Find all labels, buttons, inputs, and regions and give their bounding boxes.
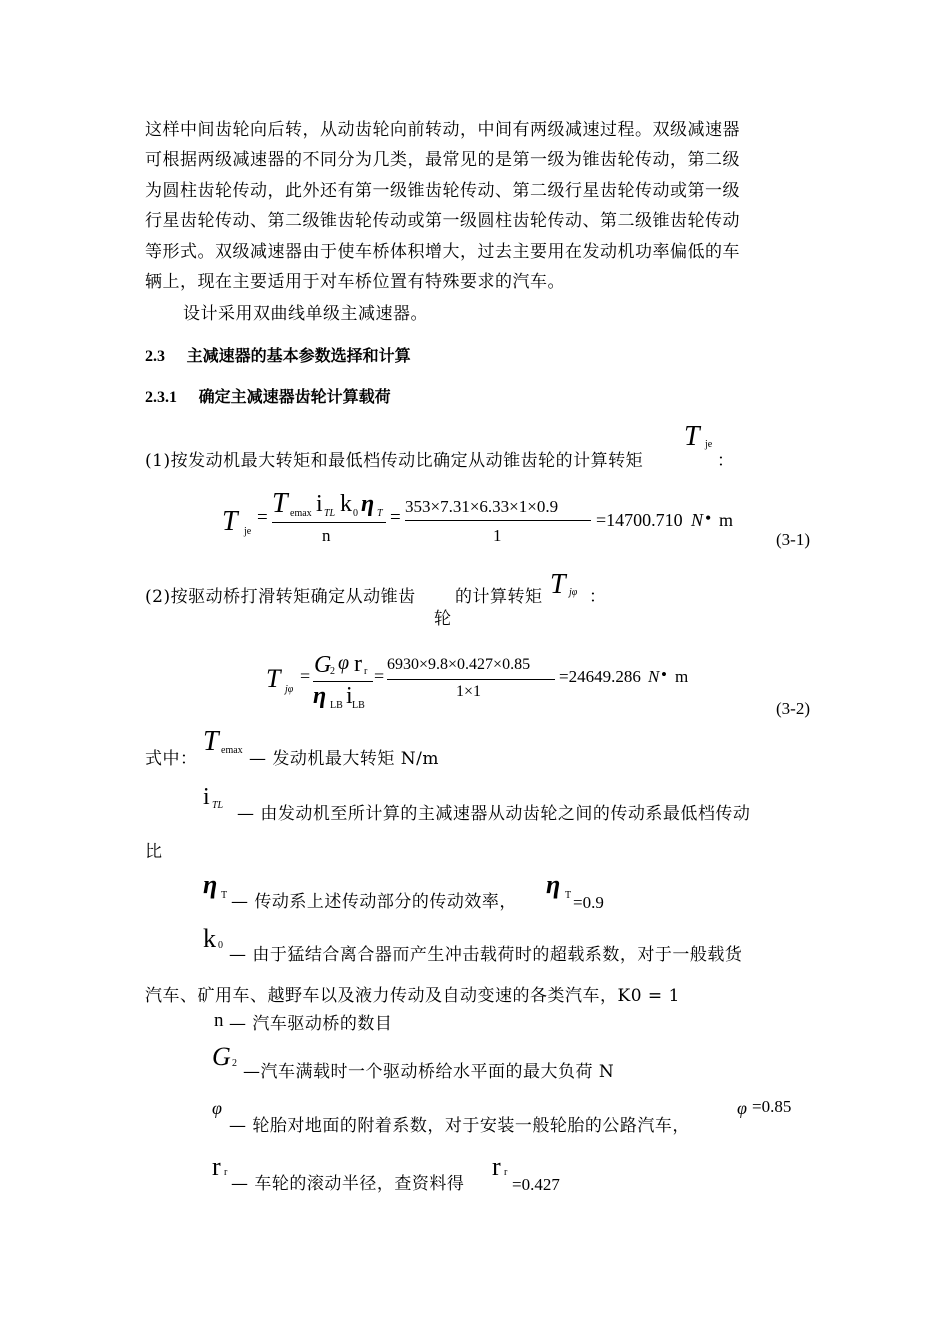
- eq1-lhs-sub: je: [244, 526, 252, 537]
- eq2-unit-N: N: [648, 667, 660, 686]
- defs-prefix: 式中：: [145, 749, 198, 769]
- def8-symbol-2-sub: r: [504, 1167, 508, 1178]
- def8-symbol-2: r: [492, 1152, 501, 1181]
- eq2-num-phi: φ: [338, 652, 350, 674]
- eq2-num-r-sub: r: [364, 666, 368, 677]
- para1-line-2: 可根据两级减速器的不同分为几类，最常见的是第一级为锥齿轮传动，第二级: [145, 150, 740, 170]
- def4-text: — 由于猛结合离合器而产生冲击载荷时的超载系数，对于一般载货: [229, 945, 743, 965]
- eq2-den-i: i: [346, 683, 353, 709]
- eq1-unit-m: m: [719, 510, 734, 530]
- def3-symbol-2-sub: T: [565, 890, 572, 901]
- eq1-equals: =: [257, 507, 268, 528]
- item2-symbol: T: [550, 569, 566, 600]
- eq2-unit-m: m: [675, 667, 689, 686]
- def2-wrap: 比: [145, 842, 163, 862]
- def2-symbol-sub: TL: [212, 800, 224, 811]
- def3-symbol: η: [203, 870, 218, 899]
- eq2-num-G-sub: 2: [330, 666, 335, 677]
- eq2-fraction-bar-2: [387, 679, 555, 680]
- eq2-den-eta-sub: LB: [330, 700, 343, 711]
- section-heading: [145, 343, 411, 366]
- para1-line-5: 等形式。双级减速器由于使车桥体积增大，过去主要用在发动机功率偏低的车: [145, 242, 740, 262]
- def2-symbol: i: [203, 784, 210, 810]
- eq1-lhs: T: [222, 506, 238, 537]
- eq1-num-k: k: [340, 491, 352, 517]
- eq2-num2: 6930×9.8×0.427×0.85: [387, 656, 531, 673]
- item2-symbol-sub: jφ: [569, 587, 578, 598]
- eq1-equals-2: =: [390, 507, 401, 528]
- def3-value: =0.9: [573, 893, 604, 912]
- def7-symbol-2: φ: [737, 1098, 747, 1118]
- eq2-num-r: r: [354, 651, 362, 677]
- def3-symbol-2: η: [546, 870, 561, 899]
- def4-symbol-sub: 0: [218, 940, 223, 951]
- eq1-num-eta: η: [361, 491, 375, 517]
- subsection-number: 2.3.1: [145, 389, 177, 406]
- def1-text: — 发动机最大转矩 N/m: [249, 749, 440, 769]
- eq1-result: =14700.710: [596, 510, 683, 530]
- def7-symbol: φ: [212, 1098, 222, 1118]
- item2-text-b: 的计算转矩: [455, 587, 543, 607]
- item1-end: ：: [717, 451, 735, 471]
- eq2-equals: =: [300, 666, 311, 686]
- subsection-heading: [145, 384, 391, 407]
- eq2-den-i-sub: LB: [352, 700, 365, 711]
- section-number: 2.3: [145, 348, 165, 365]
- item1-symbol: T: [684, 421, 700, 452]
- eq1-num-i: i: [316, 491, 323, 517]
- eq2-result: =24649.286: [559, 667, 641, 686]
- eq1-dot: •: [705, 508, 712, 528]
- def2-text: — 由发动机至所计算的主减速器从动齿轮之间的传动系最低档传动: [237, 804, 751, 824]
- def7-text: — 轮胎对地面的附着系数，对于安装一般轮胎的公路汽车，: [229, 1116, 690, 1136]
- eq2-den2: 1×1: [456, 683, 482, 700]
- item2-text-wrap: 轮: [434, 609, 452, 629]
- eq2-equals-2: =: [374, 666, 385, 686]
- eq1-label: (3-1): [776, 530, 810, 549]
- eq1-fraction-bar-2: [405, 520, 591, 521]
- para1-line-3: 为圆柱齿轮传动，此外还有第一级锥齿轮传动、第二级行星齿轮传动或第一级: [145, 181, 740, 201]
- eq1-num-T-sub: emax: [290, 508, 312, 519]
- item2-text-a: (2)按驱动桥打滑转矩确定从动锥齿: [145, 587, 416, 607]
- eq2-label: (3-2): [776, 699, 810, 718]
- def3-text: — 传动系上述传动部分的传动效率，: [231, 892, 517, 912]
- def6-text: —汽车满载时一个驱动桥给水平面的最大负荷 N: [243, 1062, 615, 1082]
- eq1-unit-N: N: [691, 510, 704, 530]
- eq2-den-eta: η: [313, 683, 327, 709]
- eq2-lhs: T: [266, 664, 281, 693]
- eq2-lhs-sub: jφ: [285, 684, 294, 695]
- eq2-dot: •: [661, 665, 667, 684]
- para1-line-1: 这样中间齿轮向后转，从动齿轮向前转动，中间有两级减速过程。双级减速器: [145, 120, 740, 140]
- def1-symbol-sub: emax: [221, 745, 243, 756]
- eq2-fraction-bar-1: [313, 681, 373, 682]
- def5-symbol: n: [214, 1010, 224, 1031]
- def1-symbol: T: [203, 726, 219, 757]
- item2-end: ：: [589, 587, 607, 607]
- section-title: 主减速器的基本参数选择和计算: [186, 346, 411, 365]
- eq1-num2: 353×7.31×6.33×1×0.9: [405, 497, 559, 516]
- eq2-num-G: G: [314, 652, 332, 678]
- def4-symbol: k: [203, 924, 216, 953]
- def8-symbol: r: [212, 1152, 221, 1181]
- eq1-num-k-sub: 0: [353, 508, 358, 519]
- eq1-den2: 1: [493, 526, 502, 545]
- def4-wrap: 汽车、矿用车、越野车以及液力传动及自动变速的各类汽车，K0 = 1: [145, 986, 680, 1006]
- eq1-den: n: [322, 526, 331, 545]
- para2: 设计采用双曲线单级主减速器。: [183, 304, 428, 324]
- eq1-fraction-bar-1: [272, 522, 386, 523]
- para1-line-6: 辆上，现在主要适用于对车桥位置有特殊要求的汽车。: [145, 272, 565, 292]
- para1-line-4: 行星齿轮传动、第二级锥齿轮传动或第一级圆柱齿轮传动、第二级锥齿轮传动: [145, 211, 740, 231]
- def6-symbol: G: [212, 1042, 231, 1071]
- def6-symbol-sub: 2: [232, 1058, 237, 1069]
- def3-symbol-sub: T: [221, 890, 228, 901]
- def5-text: — 汽车驱动桥的数目: [229, 1014, 393, 1034]
- def8-symbol-sub: r: [224, 1167, 228, 1178]
- subsection-title: 确定主减速器齿轮计算载荷: [198, 387, 391, 406]
- def8-text: — 车轮的滚动半径，查资料得: [231, 1174, 465, 1194]
- def7-value: =0.85: [752, 1097, 792, 1116]
- eq1-num-T: T: [272, 488, 288, 519]
- item1-symbol-sub: je: [705, 439, 713, 450]
- eq1-num-eta-sub: T: [377, 508, 383, 519]
- eq1-num-i-sub: TL: [324, 508, 336, 519]
- item1-text: (1)按发动机最大转矩和最低档传动比确定从动锥齿轮的计算转矩: [145, 451, 644, 471]
- def8-value: =0.427: [512, 1175, 560, 1194]
